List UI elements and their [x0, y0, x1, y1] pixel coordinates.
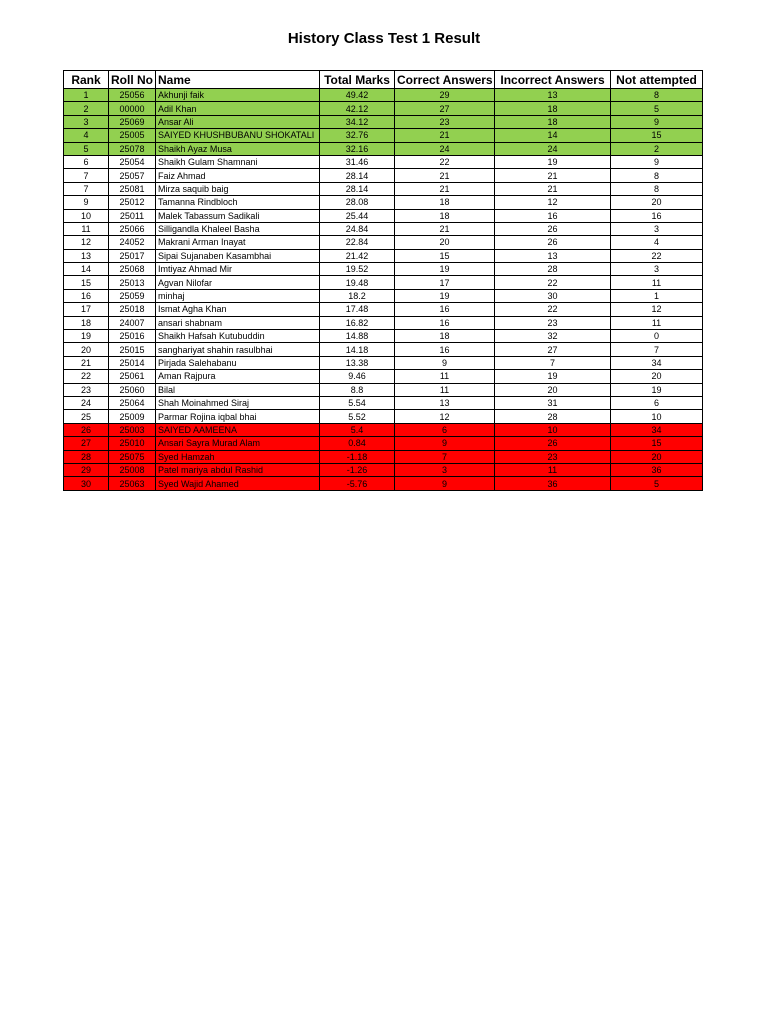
rank-cell: 7: [64, 169, 109, 182]
roll-no-cell: 25016: [109, 330, 156, 343]
not-attempted-cell: 9: [611, 115, 703, 128]
rank-cell: 10: [64, 209, 109, 222]
incorrect-answers-cell: 12: [495, 196, 611, 209]
not-attempted-cell: 4: [611, 236, 703, 249]
table-row: [64, 423, 703, 436]
incorrect-answers-cell: 32: [495, 330, 611, 343]
rank-cell: 26: [64, 423, 109, 436]
incorrect-answers-cell: 28: [495, 410, 611, 423]
name-cell: Tamanna Rindbloch: [156, 196, 320, 209]
rank-cell: 23: [64, 383, 109, 396]
roll-no-cell: 25078: [109, 142, 156, 155]
incorrect-answers-cell: 14: [495, 129, 611, 142]
correct-answers-cell: 3: [395, 463, 495, 476]
total-marks-cell: -5.76: [320, 477, 395, 490]
correct-answers-cell: 11: [395, 383, 495, 396]
column-header-correct-answers: Correct Answers: [395, 71, 495, 89]
total-marks-cell: 34.12: [320, 115, 395, 128]
not-attempted-cell: 34: [611, 423, 703, 436]
correct-answers-cell: 27: [395, 102, 495, 115]
total-marks-cell: 19.52: [320, 263, 395, 276]
total-marks-cell: 19.48: [320, 276, 395, 289]
name-cell: SAIYED KHUSHBUBANU SHOKATALI: [156, 129, 320, 142]
total-marks-cell: 28.14: [320, 182, 395, 195]
incorrect-answers-cell: 18: [495, 102, 611, 115]
correct-answers-cell: 21: [395, 129, 495, 142]
name-cell: Ismat Agha Khan: [156, 303, 320, 316]
name-cell: Shaikh Ayaz Musa: [156, 142, 320, 155]
incorrect-answers-cell: 11: [495, 463, 611, 476]
correct-answers-cell: 9: [395, 437, 495, 450]
name-cell: Bilal: [156, 383, 320, 396]
incorrect-answers-cell: 23: [495, 316, 611, 329]
correct-answers-cell: 23: [395, 115, 495, 128]
total-marks-cell: 22.84: [320, 236, 395, 249]
roll-no-cell: 25015: [109, 343, 156, 356]
total-marks-cell: 14.88: [320, 330, 395, 343]
not-attempted-cell: 22: [611, 249, 703, 262]
correct-answers-cell: 19: [395, 263, 495, 276]
table-row: [64, 303, 703, 316]
not-attempted-cell: 7: [611, 343, 703, 356]
not-attempted-cell: 2: [611, 142, 703, 155]
roll-no-cell: 00000: [109, 102, 156, 115]
table-row: [64, 356, 703, 369]
name-cell: Makrani Arman Inayat: [156, 236, 320, 249]
correct-answers-cell: 6: [395, 423, 495, 436]
results-table: [63, 70, 703, 491]
name-cell: Malek Tabassum Sadikali: [156, 209, 320, 222]
total-marks-cell: 5.54: [320, 396, 395, 409]
roll-no-cell: 25005: [109, 129, 156, 142]
total-marks-cell: 18.2: [320, 289, 395, 302]
total-marks-cell: 5.52: [320, 410, 395, 423]
roll-no-cell: 25011: [109, 209, 156, 222]
name-cell: Imtiyaz Ahmad Mir: [156, 263, 320, 276]
total-marks-cell: 28.14: [320, 169, 395, 182]
incorrect-answers-cell: 23: [495, 450, 611, 463]
name-cell: Patel mariya abdul Rashid: [156, 463, 320, 476]
column-header-name: Name: [156, 71, 320, 89]
total-marks-cell: 5.4: [320, 423, 395, 436]
not-attempted-cell: 8: [611, 89, 703, 102]
column-header-rank: Rank: [64, 71, 109, 89]
incorrect-answers-cell: 13: [495, 89, 611, 102]
name-cell: minhaj: [156, 289, 320, 302]
table-row: [64, 343, 703, 356]
name-cell: Sipai Sujanaben Kasambhai: [156, 249, 320, 262]
roll-no-cell: 25054: [109, 155, 156, 168]
not-attempted-cell: 3: [611, 263, 703, 276]
table-row: [64, 182, 703, 195]
roll-no-cell: 25063: [109, 477, 156, 490]
correct-answers-cell: 11: [395, 370, 495, 383]
not-attempted-cell: 9: [611, 155, 703, 168]
correct-answers-cell: 18: [395, 209, 495, 222]
rank-cell: 15: [64, 276, 109, 289]
name-cell: Syed Hamzah: [156, 450, 320, 463]
not-attempted-cell: 11: [611, 316, 703, 329]
roll-no-cell: 25013: [109, 276, 156, 289]
incorrect-answers-cell: 28: [495, 263, 611, 276]
roll-no-cell: 24007: [109, 316, 156, 329]
not-attempted-cell: 8: [611, 182, 703, 195]
total-marks-cell: 17.48: [320, 303, 395, 316]
total-marks-cell: 24.84: [320, 222, 395, 235]
not-attempted-cell: 20: [611, 450, 703, 463]
table-row: [64, 129, 703, 142]
incorrect-answers-cell: 7: [495, 356, 611, 369]
roll-no-cell: 25010: [109, 437, 156, 450]
rank-cell: 11: [64, 222, 109, 235]
table-row: [64, 383, 703, 396]
total-marks-cell: 8.8: [320, 383, 395, 396]
total-marks-cell: 31.46: [320, 155, 395, 168]
not-attempted-cell: 10: [611, 410, 703, 423]
table-row: [64, 410, 703, 423]
roll-no-cell: 25064: [109, 396, 156, 409]
name-cell: Faiz Ahmad: [156, 169, 320, 182]
name-cell: Pirjada Salehabanu: [156, 356, 320, 369]
incorrect-answers-cell: 18: [495, 115, 611, 128]
not-attempted-cell: 15: [611, 129, 703, 142]
page-title: History Class Test 1 Result: [287, 30, 481, 47]
table-row: [64, 169, 703, 182]
roll-no-cell: 25081: [109, 182, 156, 195]
table-row: [64, 276, 703, 289]
name-cell: SAIYED AAMEENA: [156, 423, 320, 436]
roll-no-cell: 25060: [109, 383, 156, 396]
roll-no-cell: 25057: [109, 169, 156, 182]
correct-answers-cell: 20: [395, 236, 495, 249]
not-attempted-cell: 1: [611, 289, 703, 302]
table-row: [64, 142, 703, 155]
name-cell: Aman Rajpura: [156, 370, 320, 383]
incorrect-answers-cell: 21: [495, 182, 611, 195]
rank-cell: 19: [64, 330, 109, 343]
name-cell: Shah Moinahmed Siraj: [156, 396, 320, 409]
table-row: [64, 89, 703, 102]
total-marks-cell: -1.26: [320, 463, 395, 476]
rank-cell: 17: [64, 303, 109, 316]
total-marks-cell: 14.18: [320, 343, 395, 356]
name-cell: Akhunji faik: [156, 89, 320, 102]
roll-no-cell: 25018: [109, 303, 156, 316]
roll-no-cell: 24052: [109, 236, 156, 249]
roll-no-cell: 25009: [109, 410, 156, 423]
roll-no-cell: 25075: [109, 450, 156, 463]
table-row: [64, 263, 703, 276]
not-attempted-cell: 8: [611, 169, 703, 182]
total-marks-cell: 32.16: [320, 142, 395, 155]
rank-cell: 1: [64, 89, 109, 102]
name-cell: sanghariyat shahin rasulbhai: [156, 343, 320, 356]
correct-answers-cell: 16: [395, 316, 495, 329]
table-row: [64, 222, 703, 235]
incorrect-answers-cell: 21: [495, 169, 611, 182]
header-row: [64, 71, 703, 89]
table-row: [64, 115, 703, 128]
incorrect-answers-cell: 19: [495, 155, 611, 168]
incorrect-answers-cell: 19: [495, 370, 611, 383]
table-row: [64, 155, 703, 168]
incorrect-answers-cell: 27: [495, 343, 611, 356]
table-row: [64, 289, 703, 302]
name-cell: Syed Wajid Ahamed: [156, 477, 320, 490]
table-row: [64, 437, 703, 450]
incorrect-answers-cell: 13: [495, 249, 611, 262]
not-attempted-cell: 6: [611, 396, 703, 409]
roll-no-cell: 25008: [109, 463, 156, 476]
rank-cell: 27: [64, 437, 109, 450]
rank-cell: 28: [64, 450, 109, 463]
total-marks-cell: 28.08: [320, 196, 395, 209]
correct-answers-cell: 17: [395, 276, 495, 289]
roll-no-cell: 25069: [109, 115, 156, 128]
name-cell: Parmar Rojina iqbal bhai: [156, 410, 320, 423]
not-attempted-cell: 3: [611, 222, 703, 235]
total-marks-cell: 32.76: [320, 129, 395, 142]
correct-answers-cell: 24: [395, 142, 495, 155]
name-cell: Shaikh Hafsah Kutubuddin: [156, 330, 320, 343]
table-row: [64, 450, 703, 463]
roll-no-cell: 25014: [109, 356, 156, 369]
column-header-roll-no: Roll No: [109, 71, 156, 89]
incorrect-answers-cell: 22: [495, 303, 611, 316]
total-marks-cell: 42.12: [320, 102, 395, 115]
not-attempted-cell: 15: [611, 437, 703, 450]
total-marks-cell: 16.82: [320, 316, 395, 329]
incorrect-answers-cell: 22: [495, 276, 611, 289]
incorrect-answers-cell: 16: [495, 209, 611, 222]
rank-cell: 9: [64, 196, 109, 209]
correct-answers-cell: 9: [395, 477, 495, 490]
correct-answers-cell: 9: [395, 356, 495, 369]
not-attempted-cell: 36: [611, 463, 703, 476]
rank-cell: 12: [64, 236, 109, 249]
not-attempted-cell: 11: [611, 276, 703, 289]
incorrect-answers-cell: 26: [495, 222, 611, 235]
incorrect-answers-cell: 36: [495, 477, 611, 490]
total-marks-cell: 9.46: [320, 370, 395, 383]
rank-cell: 20: [64, 343, 109, 356]
correct-answers-cell: 16: [395, 343, 495, 356]
column-header-not-attempted: Not attempted: [611, 71, 703, 89]
not-attempted-cell: 16: [611, 209, 703, 222]
rank-cell: 4: [64, 129, 109, 142]
total-marks-cell: 49.42: [320, 89, 395, 102]
rank-cell: 22: [64, 370, 109, 383]
rank-cell: 29: [64, 463, 109, 476]
roll-no-cell: 25066: [109, 222, 156, 235]
rank-cell: 3: [64, 115, 109, 128]
correct-answers-cell: 21: [395, 222, 495, 235]
name-cell: Ansar Ali: [156, 115, 320, 128]
column-header-total-marks: Total Marks: [320, 71, 395, 89]
not-attempted-cell: 12: [611, 303, 703, 316]
roll-no-cell: 25059: [109, 289, 156, 302]
roll-no-cell: 25017: [109, 249, 156, 262]
rank-cell: 30: [64, 477, 109, 490]
name-cell: ansari shabnam: [156, 316, 320, 329]
incorrect-answers-cell: 26: [495, 437, 611, 450]
table-row: [64, 236, 703, 249]
results-body: [64, 89, 703, 491]
correct-answers-cell: 21: [395, 169, 495, 182]
name-cell: Adil Khan: [156, 102, 320, 115]
total-marks-cell: 21.42: [320, 249, 395, 262]
name-cell: Ansari Sayra Murad Alam: [156, 437, 320, 450]
incorrect-answers-cell: 31: [495, 396, 611, 409]
name-cell: Shaikh Gulam Shamnani: [156, 155, 320, 168]
correct-answers-cell: 18: [395, 330, 495, 343]
roll-no-cell: 25056: [109, 89, 156, 102]
not-attempted-cell: 0: [611, 330, 703, 343]
correct-answers-cell: 21: [395, 182, 495, 195]
table-row: [64, 396, 703, 409]
not-attempted-cell: 34: [611, 356, 703, 369]
not-attempted-cell: 20: [611, 370, 703, 383]
column-header-incorrect-answers: Incorrect Answers: [495, 71, 611, 89]
incorrect-answers-cell: 24: [495, 142, 611, 155]
rank-cell: 2: [64, 102, 109, 115]
rank-cell: 21: [64, 356, 109, 369]
correct-answers-cell: 29: [395, 89, 495, 102]
not-attempted-cell: 5: [611, 477, 703, 490]
table-row: [64, 370, 703, 383]
correct-answers-cell: 22: [395, 155, 495, 168]
roll-no-cell: 25061: [109, 370, 156, 383]
name-cell: Mirza saquib baig: [156, 182, 320, 195]
rank-cell: 13: [64, 249, 109, 262]
incorrect-answers-cell: 30: [495, 289, 611, 302]
table-row: [64, 249, 703, 262]
total-marks-cell: -1.18: [320, 450, 395, 463]
rank-cell: 16: [64, 289, 109, 302]
correct-answers-cell: 15: [395, 249, 495, 262]
correct-answers-cell: 7: [395, 450, 495, 463]
not-attempted-cell: 5: [611, 102, 703, 115]
not-attempted-cell: 20: [611, 196, 703, 209]
incorrect-answers-cell: 20: [495, 383, 611, 396]
roll-no-cell: 25068: [109, 263, 156, 276]
rank-cell: 6: [64, 155, 109, 168]
incorrect-answers-cell: 26: [495, 236, 611, 249]
rank-cell: 24: [64, 396, 109, 409]
rank-cell: 18: [64, 316, 109, 329]
roll-no-cell: 25003: [109, 423, 156, 436]
total-marks-cell: 13.38: [320, 356, 395, 369]
table-row: [64, 102, 703, 115]
rank-cell: 14: [64, 263, 109, 276]
correct-answers-cell: 13: [395, 396, 495, 409]
table-row: [64, 330, 703, 343]
correct-answers-cell: 16: [395, 303, 495, 316]
correct-answers-cell: 18: [395, 196, 495, 209]
total-marks-cell: 0.84: [320, 437, 395, 450]
table-row: [64, 477, 703, 490]
table-row: [64, 463, 703, 476]
correct-answers-cell: 19: [395, 289, 495, 302]
correct-answers-cell: 12: [395, 410, 495, 423]
not-attempted-cell: 19: [611, 383, 703, 396]
roll-no-cell: 25012: [109, 196, 156, 209]
name-cell: Agvan Nilofar: [156, 276, 320, 289]
rank-cell: 5: [64, 142, 109, 155]
table-row: [64, 209, 703, 222]
name-cell: Silligandla Khaleel Basha: [156, 222, 320, 235]
table-row: [64, 196, 703, 209]
total-marks-cell: 25.44: [320, 209, 395, 222]
incorrect-answers-cell: 10: [495, 423, 611, 436]
rank-cell: 25: [64, 410, 109, 423]
rank-cell: 7: [64, 182, 109, 195]
table-row: [64, 316, 703, 329]
